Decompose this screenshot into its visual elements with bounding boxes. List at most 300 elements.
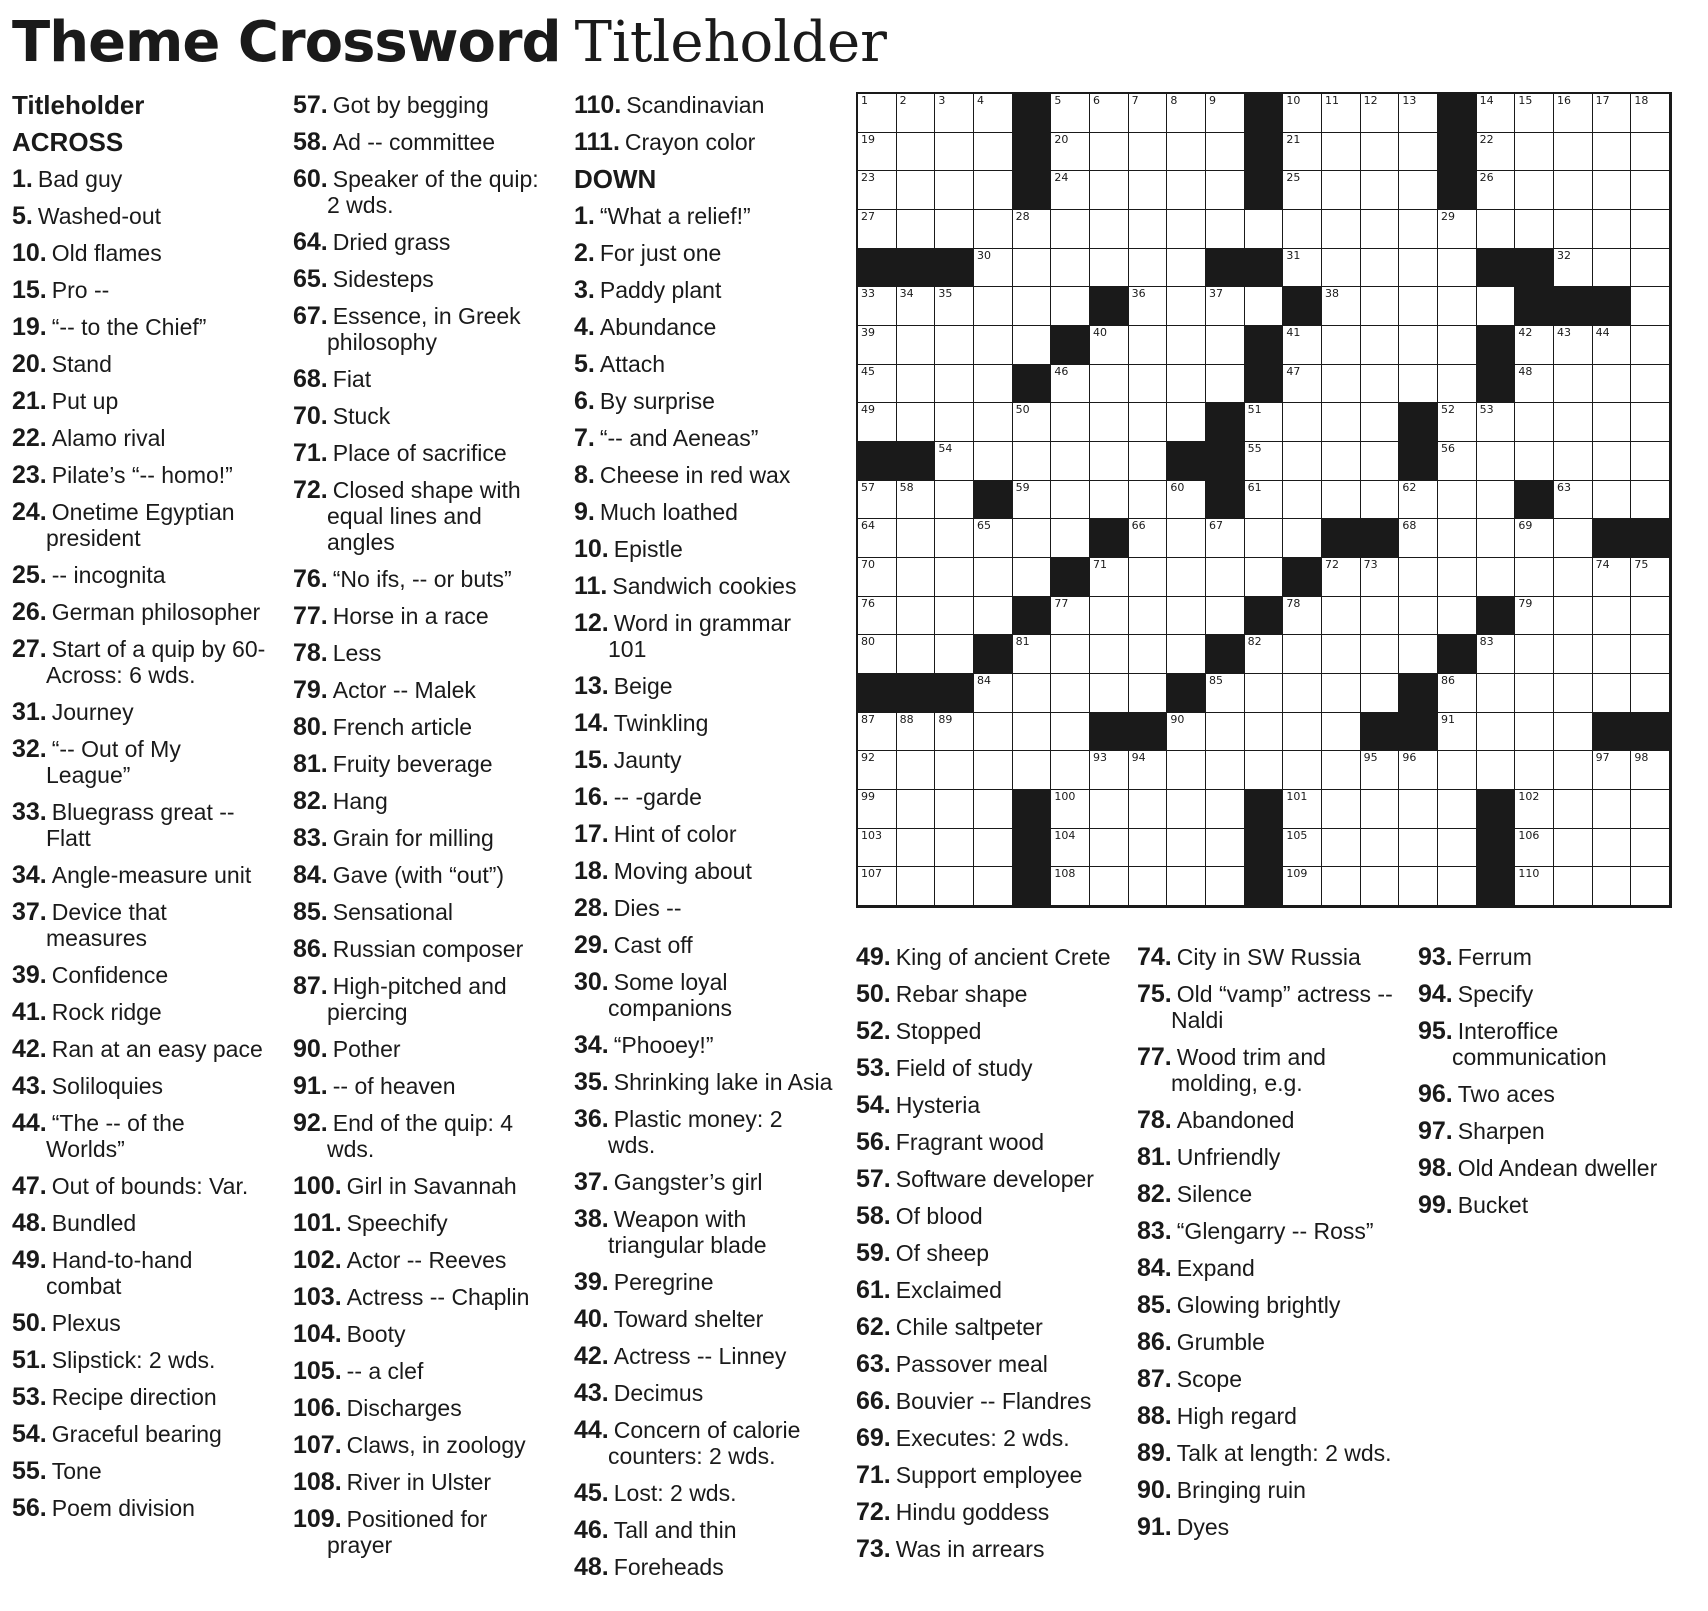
grid-cell[interactable] [1593, 481, 1632, 520]
grid-cell[interactable] [1090, 558, 1129, 597]
grid-cell[interactable] [1399, 365, 1438, 404]
grid-cell[interactable] [1554, 674, 1593, 713]
grid-cell[interactable] [1554, 326, 1593, 365]
grid-cell[interactable] [1554, 249, 1593, 288]
grid-cell[interactable] [1283, 210, 1322, 249]
grid-cell[interactable] [1206, 713, 1245, 752]
grid-cell[interactable] [1013, 713, 1052, 752]
grid-cell[interactable] [974, 674, 1013, 713]
grid-cell[interactable] [1438, 365, 1477, 404]
grid-cell[interactable] [1399, 751, 1438, 790]
grid-cell[interactable] [1129, 751, 1168, 790]
grid-cell[interactable] [858, 790, 897, 829]
grid-cell[interactable] [1631, 442, 1670, 481]
grid-cell[interactable] [1477, 751, 1516, 790]
grid-cell[interactable] [858, 481, 897, 520]
grid-cell[interactable] [1438, 790, 1477, 829]
grid-cell[interactable] [858, 751, 897, 790]
grid-cell[interactable] [1438, 597, 1477, 636]
grid-cell[interactable] [1129, 674, 1168, 713]
grid-cell[interactable] [1206, 171, 1245, 210]
grid-cell[interactable] [1167, 326, 1206, 365]
grid-cell[interactable] [897, 558, 936, 597]
grid-cell[interactable] [1631, 635, 1670, 674]
grid-cell[interactable] [974, 210, 1013, 249]
grid-cell[interactable] [935, 829, 974, 868]
grid-cell[interactable] [935, 867, 974, 906]
grid-cell[interactable] [1167, 403, 1206, 442]
grid-cell[interactable] [1515, 867, 1554, 906]
grid-cell[interactable] [897, 287, 936, 326]
grid-cell[interactable] [1167, 558, 1206, 597]
grid-cell[interactable] [1322, 829, 1361, 868]
grid-cell[interactable] [935, 713, 974, 752]
grid-cell[interactable] [897, 751, 936, 790]
grid-cell[interactable] [1283, 326, 1322, 365]
grid-cell[interactable] [858, 635, 897, 674]
grid-cell[interactable] [858, 713, 897, 752]
grid-cell[interactable] [1283, 674, 1322, 713]
grid-cell[interactable] [935, 210, 974, 249]
grid-cell[interactable] [1361, 635, 1400, 674]
grid-cell[interactable] [1515, 133, 1554, 172]
grid-cell[interactable] [1090, 674, 1129, 713]
grid-cell[interactable] [935, 133, 974, 172]
grid-cell[interactable] [1554, 558, 1593, 597]
grid-cell[interactable] [1361, 287, 1400, 326]
grid-cell[interactable] [897, 867, 936, 906]
grid-cell[interactable] [1554, 790, 1593, 829]
grid-cell[interactable] [1631, 326, 1670, 365]
grid-cell[interactable] [1051, 481, 1090, 520]
grid-cell[interactable] [1090, 403, 1129, 442]
grid-cell[interactable] [1399, 133, 1438, 172]
grid-cell[interactable] [1361, 365, 1400, 404]
grid-cell[interactable] [1129, 210, 1168, 249]
grid-cell[interactable] [1129, 558, 1168, 597]
grid-cell[interactable] [1399, 790, 1438, 829]
grid-cell[interactable] [935, 442, 974, 481]
grid-cell[interactable] [935, 287, 974, 326]
grid-cell[interactable] [1167, 365, 1206, 404]
grid-cell[interactable] [1554, 442, 1593, 481]
grid-cell[interactable] [1438, 403, 1477, 442]
grid-cell[interactable] [1206, 674, 1245, 713]
grid-cell[interactable] [1477, 519, 1516, 558]
grid-cell[interactable] [974, 171, 1013, 210]
grid-cell[interactable] [1051, 403, 1090, 442]
grid-cell[interactable] [1322, 171, 1361, 210]
grid-cell[interactable] [1631, 867, 1670, 906]
grid-cell[interactable] [1515, 442, 1554, 481]
grid-cell[interactable] [1554, 403, 1593, 442]
grid-cell[interactable] [1477, 94, 1516, 133]
grid-cell[interactable] [1283, 829, 1322, 868]
grid-cell[interactable] [1167, 751, 1206, 790]
grid-cell[interactable] [1322, 713, 1361, 752]
grid-cell[interactable] [1013, 635, 1052, 674]
grid-cell[interactable] [1438, 287, 1477, 326]
grid-cell[interactable] [1399, 171, 1438, 210]
grid-cell[interactable] [1593, 790, 1632, 829]
grid-cell[interactable] [1477, 442, 1516, 481]
grid-cell[interactable] [1206, 597, 1245, 636]
grid-cell[interactable] [1051, 713, 1090, 752]
grid-cell[interactable] [1322, 365, 1361, 404]
grid-cell[interactable] [1051, 287, 1090, 326]
grid-cell[interactable] [1515, 326, 1554, 365]
grid-cell[interactable] [1399, 558, 1438, 597]
grid-cell[interactable] [1593, 751, 1632, 790]
grid-cell[interactable] [897, 829, 936, 868]
grid-cell[interactable] [1283, 790, 1322, 829]
grid-cell[interactable] [1399, 326, 1438, 365]
grid-cell[interactable] [1631, 751, 1670, 790]
grid-cell[interactable] [1515, 365, 1554, 404]
grid-cell[interactable] [1167, 829, 1206, 868]
grid-cell[interactable] [1322, 481, 1361, 520]
grid-cell[interactable] [1206, 519, 1245, 558]
grid-cell[interactable] [1631, 481, 1670, 520]
grid-cell[interactable] [1167, 790, 1206, 829]
grid-cell[interactable] [1283, 403, 1322, 442]
grid-cell[interactable] [1554, 519, 1593, 558]
grid-cell[interactable] [1245, 403, 1284, 442]
grid-cell[interactable] [1361, 751, 1400, 790]
grid-cell[interactable] [1283, 867, 1322, 906]
grid-cell[interactable] [974, 442, 1013, 481]
grid-cell[interactable] [1129, 403, 1168, 442]
grid-cell[interactable] [897, 519, 936, 558]
grid-cell[interactable] [974, 867, 1013, 906]
grid-cell[interactable] [974, 713, 1013, 752]
grid-cell[interactable] [974, 790, 1013, 829]
grid-cell[interactable] [1361, 597, 1400, 636]
grid-cell[interactable] [1593, 133, 1632, 172]
grid-cell[interactable] [1438, 829, 1477, 868]
grid-cell[interactable] [1631, 133, 1670, 172]
grid-cell[interactable] [1245, 713, 1284, 752]
grid-cell[interactable] [1090, 829, 1129, 868]
grid-cell[interactable] [1167, 635, 1206, 674]
grid-cell[interactable] [1051, 171, 1090, 210]
grid-cell[interactable] [1245, 751, 1284, 790]
grid-cell[interactable] [1631, 597, 1670, 636]
grid-cell[interactable] [1283, 171, 1322, 210]
grid-cell[interactable] [1129, 597, 1168, 636]
grid-cell[interactable] [1477, 674, 1516, 713]
grid-cell[interactable] [1206, 210, 1245, 249]
grid-cell[interactable] [1361, 481, 1400, 520]
grid-cell[interactable] [1438, 558, 1477, 597]
grid-cell[interactable] [1090, 481, 1129, 520]
grid-cell[interactable] [1283, 481, 1322, 520]
grid-cell[interactable] [1013, 558, 1052, 597]
grid-cell[interactable] [935, 403, 974, 442]
grid-cell[interactable] [1322, 287, 1361, 326]
grid-cell[interactable] [1593, 210, 1632, 249]
grid-cell[interactable] [1515, 519, 1554, 558]
grid-cell[interactable] [1438, 442, 1477, 481]
grid-cell[interactable] [935, 519, 974, 558]
grid-cell[interactable] [1245, 674, 1284, 713]
grid-cell[interactable] [1090, 365, 1129, 404]
grid-cell[interactable] [1090, 249, 1129, 288]
grid-cell[interactable] [1361, 94, 1400, 133]
grid-cell[interactable] [1013, 674, 1052, 713]
grid-cell[interactable] [1361, 442, 1400, 481]
grid-cell[interactable] [1283, 519, 1322, 558]
grid-cell[interactable] [1399, 249, 1438, 288]
grid-cell[interactable] [974, 94, 1013, 133]
grid-cell[interactable] [1051, 365, 1090, 404]
grid-cell[interactable] [1051, 790, 1090, 829]
grid-cell[interactable] [1013, 519, 1052, 558]
grid-cell[interactable] [1438, 751, 1477, 790]
grid-cell[interactable] [1515, 597, 1554, 636]
grid-cell[interactable] [1129, 249, 1168, 288]
grid-cell[interactable] [1399, 210, 1438, 249]
grid-cell[interactable] [1322, 249, 1361, 288]
grid-cell[interactable] [897, 790, 936, 829]
grid-cell[interactable] [1129, 519, 1168, 558]
grid-cell[interactable] [1129, 442, 1168, 481]
grid-cell[interactable] [935, 790, 974, 829]
grid-cell[interactable] [1245, 481, 1284, 520]
grid-cell[interactable] [1631, 790, 1670, 829]
grid-cell[interactable] [897, 481, 936, 520]
grid-cell[interactable] [1322, 403, 1361, 442]
grid-cell[interactable] [1593, 867, 1632, 906]
grid-cell[interactable] [1631, 94, 1670, 133]
grid-cell[interactable] [1167, 94, 1206, 133]
grid-cell[interactable] [1051, 249, 1090, 288]
grid-cell[interactable] [1554, 635, 1593, 674]
grid-cell[interactable] [974, 829, 1013, 868]
grid-cell[interactable] [1167, 249, 1206, 288]
grid-cell[interactable] [1631, 558, 1670, 597]
grid-cell[interactable] [935, 326, 974, 365]
grid-cell[interactable] [1283, 597, 1322, 636]
grid-cell[interactable] [1477, 171, 1516, 210]
grid-cell[interactable] [1283, 94, 1322, 133]
grid-cell[interactable] [1593, 403, 1632, 442]
grid-cell[interactable] [1399, 519, 1438, 558]
grid-cell[interactable] [1129, 867, 1168, 906]
grid-cell[interactable] [1631, 210, 1670, 249]
grid-cell[interactable] [1013, 751, 1052, 790]
grid-cell[interactable] [897, 365, 936, 404]
grid-cell[interactable] [1554, 713, 1593, 752]
grid-cell[interactable] [1631, 829, 1670, 868]
grid-cell[interactable] [1051, 751, 1090, 790]
grid-cell[interactable] [1438, 674, 1477, 713]
grid-cell[interactable] [1206, 365, 1245, 404]
grid-cell[interactable] [1593, 597, 1632, 636]
grid-cell[interactable] [897, 94, 936, 133]
grid-cell[interactable] [1167, 597, 1206, 636]
grid-cell[interactable] [1554, 481, 1593, 520]
grid-cell[interactable] [1515, 558, 1554, 597]
grid-cell[interactable] [1438, 713, 1477, 752]
grid-cell[interactable] [1361, 133, 1400, 172]
grid-cell[interactable] [1013, 287, 1052, 326]
grid-cell[interactable] [1090, 751, 1129, 790]
grid-cell[interactable] [1593, 829, 1632, 868]
grid-cell[interactable] [858, 133, 897, 172]
grid-cell[interactable] [1206, 829, 1245, 868]
grid-cell[interactable] [1245, 210, 1284, 249]
grid-cell[interactable] [1361, 171, 1400, 210]
grid-cell[interactable] [935, 635, 974, 674]
grid-cell[interactable] [1206, 790, 1245, 829]
grid-cell[interactable] [935, 171, 974, 210]
grid-cell[interactable] [858, 210, 897, 249]
grid-cell[interactable] [1283, 133, 1322, 172]
grid-cell[interactable] [1593, 249, 1632, 288]
grid-cell[interactable] [974, 365, 1013, 404]
grid-cell[interactable] [1283, 365, 1322, 404]
grid-cell[interactable] [1090, 597, 1129, 636]
grid-cell[interactable] [1631, 365, 1670, 404]
grid-cell[interactable] [1361, 829, 1400, 868]
grid-cell[interactable] [1206, 287, 1245, 326]
grid-cell[interactable] [858, 867, 897, 906]
grid-cell[interactable] [1515, 171, 1554, 210]
grid-cell[interactable] [1399, 829, 1438, 868]
grid-cell[interactable] [1090, 171, 1129, 210]
grid-cell[interactable] [1090, 326, 1129, 365]
grid-cell[interactable] [1515, 790, 1554, 829]
grid-cell[interactable] [1593, 326, 1632, 365]
grid-cell[interactable] [1206, 751, 1245, 790]
grid-cell[interactable] [897, 713, 936, 752]
grid-cell[interactable] [1477, 635, 1516, 674]
grid-cell[interactable] [1554, 94, 1593, 133]
grid-cell[interactable] [1322, 597, 1361, 636]
grid-cell[interactable] [1322, 94, 1361, 133]
grid-cell[interactable] [1631, 171, 1670, 210]
grid-cell[interactable] [1515, 713, 1554, 752]
grid-cell[interactable] [1361, 326, 1400, 365]
grid-cell[interactable] [1477, 403, 1516, 442]
grid-cell[interactable] [1129, 829, 1168, 868]
grid-cell[interactable] [1593, 674, 1632, 713]
grid-cell[interactable] [1399, 635, 1438, 674]
grid-cell[interactable] [935, 481, 974, 520]
grid-cell[interactable] [1361, 249, 1400, 288]
grid-cell[interactable] [1438, 481, 1477, 520]
grid-cell[interactable] [1051, 133, 1090, 172]
grid-cell[interactable] [1361, 674, 1400, 713]
grid-cell[interactable] [1129, 790, 1168, 829]
grid-cell[interactable] [1167, 171, 1206, 210]
grid-cell[interactable] [974, 249, 1013, 288]
grid-cell[interactable] [1593, 365, 1632, 404]
grid-cell[interactable] [1593, 558, 1632, 597]
grid-cell[interactable] [1361, 210, 1400, 249]
grid-cell[interactable] [1245, 519, 1284, 558]
grid-cell[interactable] [1051, 674, 1090, 713]
grid-cell[interactable] [1399, 287, 1438, 326]
grid-cell[interactable] [1515, 210, 1554, 249]
grid-cell[interactable] [935, 558, 974, 597]
grid-cell[interactable] [1515, 403, 1554, 442]
grid-cell[interactable] [1554, 597, 1593, 636]
grid-cell[interactable] [1322, 635, 1361, 674]
grid-cell[interactable] [897, 326, 936, 365]
grid-cell[interactable] [858, 287, 897, 326]
grid-cell[interactable] [1399, 94, 1438, 133]
grid-cell[interactable] [1322, 867, 1361, 906]
grid-cell[interactable] [1399, 867, 1438, 906]
grid-cell[interactable] [897, 210, 936, 249]
grid-cell[interactable] [1554, 210, 1593, 249]
grid-cell[interactable] [1438, 519, 1477, 558]
grid-cell[interactable] [1322, 558, 1361, 597]
grid-cell[interactable] [1554, 365, 1593, 404]
grid-cell[interactable] [1631, 674, 1670, 713]
grid-cell[interactable] [1206, 133, 1245, 172]
grid-cell[interactable] [1438, 210, 1477, 249]
grid-cell[interactable] [1090, 867, 1129, 906]
grid-cell[interactable] [1245, 558, 1284, 597]
grid-cell[interactable] [1167, 867, 1206, 906]
grid-cell[interactable] [1438, 326, 1477, 365]
grid-cell[interactable] [935, 597, 974, 636]
grid-cell[interactable] [1129, 481, 1168, 520]
grid-cell[interactable] [1322, 790, 1361, 829]
grid-cell[interactable] [974, 326, 1013, 365]
grid-cell[interactable] [1129, 326, 1168, 365]
grid-cell[interactable] [1438, 867, 1477, 906]
grid-cell[interactable] [1361, 790, 1400, 829]
grid-cell[interactable] [1283, 751, 1322, 790]
grid-cell[interactable] [1090, 790, 1129, 829]
grid-cell[interactable] [1129, 133, 1168, 172]
grid-cell[interactable] [1090, 635, 1129, 674]
grid-cell[interactable] [935, 365, 974, 404]
grid-cell[interactable] [897, 597, 936, 636]
grid-cell[interactable] [1013, 442, 1052, 481]
grid-cell[interactable] [858, 519, 897, 558]
grid-cell[interactable] [1013, 249, 1052, 288]
grid-cell[interactable] [974, 558, 1013, 597]
grid-cell[interactable] [1477, 558, 1516, 597]
grid-cell[interactable] [1554, 133, 1593, 172]
grid-cell[interactable] [1283, 442, 1322, 481]
grid-cell[interactable] [1399, 597, 1438, 636]
grid-cell[interactable] [1245, 287, 1284, 326]
grid-cell[interactable] [1477, 133, 1516, 172]
grid-cell[interactable] [1051, 442, 1090, 481]
grid-cell[interactable] [858, 326, 897, 365]
grid-cell[interactable] [1051, 829, 1090, 868]
grid-cell[interactable] [1051, 210, 1090, 249]
grid-cell[interactable] [1515, 94, 1554, 133]
grid-cell[interactable] [1322, 442, 1361, 481]
grid-cell[interactable] [1167, 519, 1206, 558]
grid-cell[interactable] [1206, 326, 1245, 365]
grid-cell[interactable] [1593, 635, 1632, 674]
grid-cell[interactable] [1554, 171, 1593, 210]
grid-cell[interactable] [1477, 481, 1516, 520]
grid-cell[interactable] [1013, 403, 1052, 442]
grid-cell[interactable] [1361, 403, 1400, 442]
grid-cell[interactable] [1515, 829, 1554, 868]
grid-cell[interactable] [858, 597, 897, 636]
grid-cell[interactable] [1129, 287, 1168, 326]
